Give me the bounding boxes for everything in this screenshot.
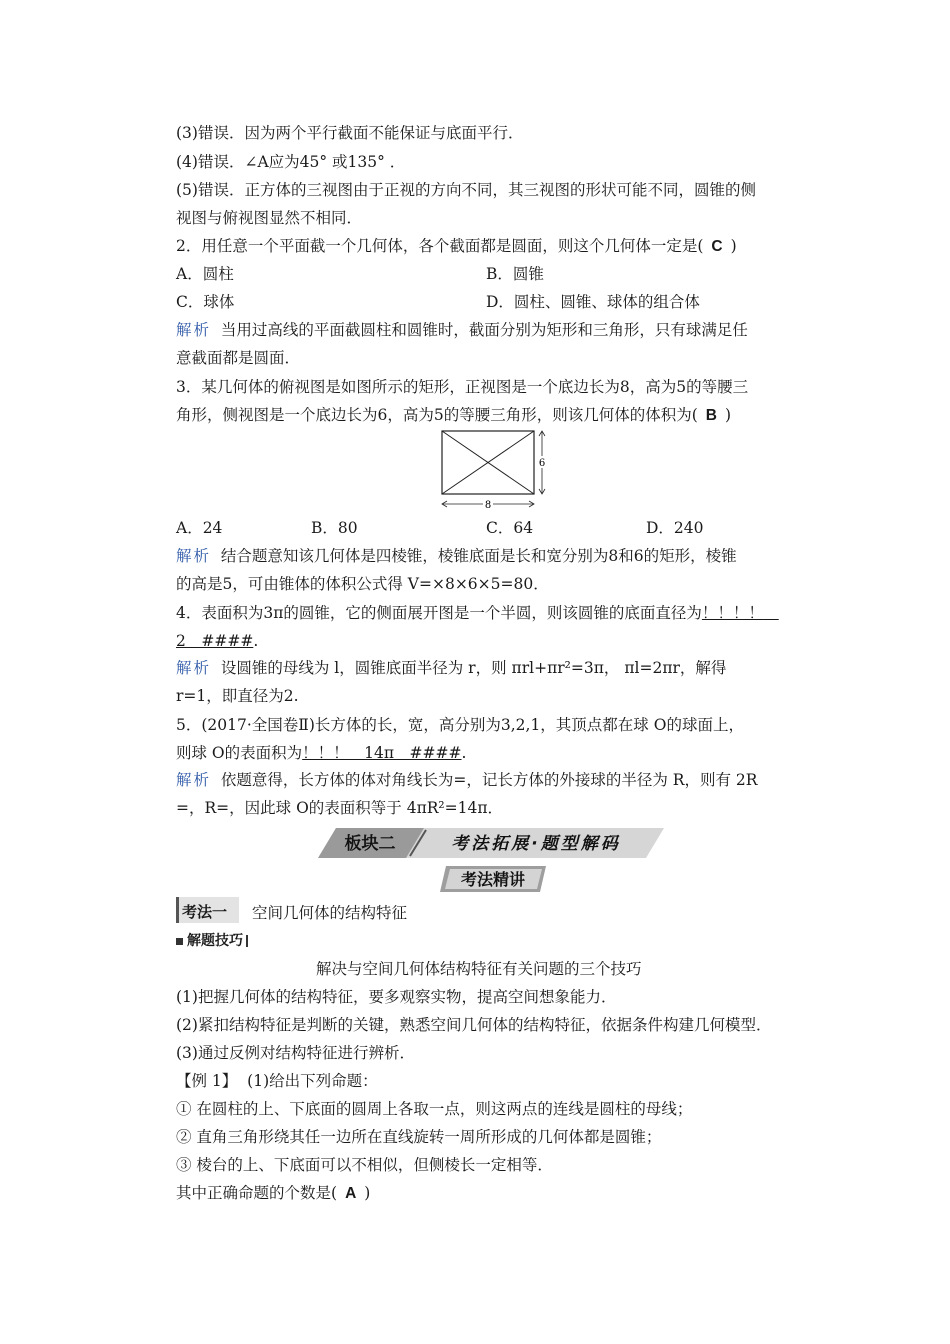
question-5-line2: 则球 O的表面积为！！！ 14π ####.: [176, 744, 467, 762]
bar-icon: [246, 935, 248, 947]
answer-2: C: [711, 238, 723, 255]
analysis-label: 解析: [176, 547, 212, 565]
question-3-line2: 角形，侧视图是一个底边长为6，高为5的等腰三角形，则该几何体的体积为( B ): [176, 406, 732, 424]
section-banner: [318, 828, 664, 858]
example-question: 其中正确命题的个数是( A ): [176, 1184, 371, 1202]
option-d: D．圆柱、圆锥、球体的组合体: [486, 293, 700, 311]
analysis-3-line2: 的高是5，可由锥体的体积公式得 V=×8×6×5=80．: [176, 575, 549, 593]
question-3-line1: 3．某几何体的俯视图是如图所示的矩形，正视图是一个底边长为8，高为5的等腰三: [176, 378, 749, 396]
banner-right-text: 考法拓展·题型解码: [451, 834, 621, 854]
blank: 2 ####: [176, 632, 254, 650]
width-label: 8: [484, 500, 492, 511]
analysis-2-line2: 意截面都是圆面．: [176, 349, 301, 367]
statement-1: ① 在圆柱的上、下底面的圆周上各取一点，则这两点的连线是圆柱的母线；: [176, 1100, 693, 1118]
sub-banner: [440, 866, 546, 892]
option-a: A．24: [176, 519, 223, 537]
square-icon: [176, 938, 183, 945]
analysis-5-line2: =，R=，因此球 O的表面积等于 4πR²=14π．: [176, 799, 504, 817]
answer-3: B: [705, 407, 717, 424]
sub-banner-text: 考法精讲: [460, 870, 526, 889]
option-a: A．圆柱: [176, 265, 234, 283]
para-5-line1: (5)错误．正方体的三视图由于正视的方向不同，其三视图的形状可能不同，圆锥的侧: [176, 181, 756, 199]
analysis-label: 解析: [176, 659, 212, 677]
tip-1: (1)把握几何体的结构特征，要多观察实物，提高空间想象能力．: [176, 988, 617, 1006]
example-label: 【例 1】: [176, 1072, 238, 1090]
question-4-line2: 2 ####.: [176, 632, 259, 650]
para-5-line2: 视图与俯视图显然不相同．: [176, 209, 363, 227]
blank: ！！！！: [701, 604, 764, 622]
para-3: (3)错误．因为两个平行截面不能保证与底面平行．: [176, 124, 524, 142]
answer-example: A: [345, 1185, 357, 1202]
tips-title: 解决与空间几何体结构特征有关问题的三个技巧: [316, 960, 642, 978]
option-b: B．80: [311, 519, 358, 537]
tips-heading: 解题技巧: [176, 930, 248, 950]
tip-3: (3)通过反例对结构特征进行辨析．: [176, 1044, 415, 1062]
statement-2: ② 直角三角形绕其任一边所在直线旋转一周所形成的几何体都是圆锥；: [176, 1128, 662, 1146]
analysis-4-line2: r=1，即直径为2.: [176, 687, 299, 705]
blank: ！！！ 14π ####: [302, 744, 462, 762]
analysis-label: 解析: [176, 321, 212, 339]
top-view-figure: [435, 424, 550, 514]
tip-2: (2)紧扣结构特征是判断的关键，熟悉空间几何体的结构特征，依据条件构建几何模型．: [176, 1016, 772, 1034]
question-2: 2．用任意一个平面截一个几何体，各个截面都是圆面，则这个几何体一定是( C ): [176, 237, 737, 255]
option-b: B．圆锥: [486, 265, 544, 283]
question-5-line1: 5．(2017·全国卷Ⅱ)长方体的长，宽，高分别为3,2,1，其顶点都在球 O的球面上，: [176, 716, 744, 734]
option-d: D．240: [646, 519, 704, 537]
example-1-intro: 【例 1】 (1)给出下列命题：: [176, 1072, 378, 1090]
question-4-line1: 4．表面积为3π的圆锥，它的侧面展开图是一个半圆，则该圆锥的底面直径为！！！！: [176, 604, 764, 622]
option-c: C．球体: [176, 293, 235, 311]
analysis-3-line1: 解析 结合题意知该几何体是四棱锥，棱锥底面是长和宽分别为8和6的矩形，棱锥: [176, 547, 737, 565]
analysis-5-line1: 解析 依题意得，长方体的体对角线长为=，记长方体的外接球的半径为 R，则有 2R: [176, 771, 758, 789]
banner-left-text: 板块二: [344, 834, 396, 854]
method-title: 空间几何体的结构特征: [252, 904, 408, 922]
analysis-label: 解析: [176, 771, 212, 789]
option-c: C．64: [486, 519, 534, 537]
analysis-2-line1: 解析 当用过高线的平面截圆柱和圆锥时，截面分别为矩形和三角形，只有球满足任: [176, 321, 748, 339]
method-label: 考法一: [182, 903, 228, 921]
analysis-4-line1: 解析 设圆锥的母线为 l，圆锥底面半径为 r，则 πrl+πr²=3π， πl=2πr，解得: [176, 659, 727, 677]
height-label: 6: [538, 458, 546, 469]
para-4: (4)错误．∠A应为45° 或135° ．: [176, 153, 406, 171]
statement-3: ③ 棱台的上、下底面可以不相似，但侧棱长一定相等．: [176, 1156, 553, 1174]
